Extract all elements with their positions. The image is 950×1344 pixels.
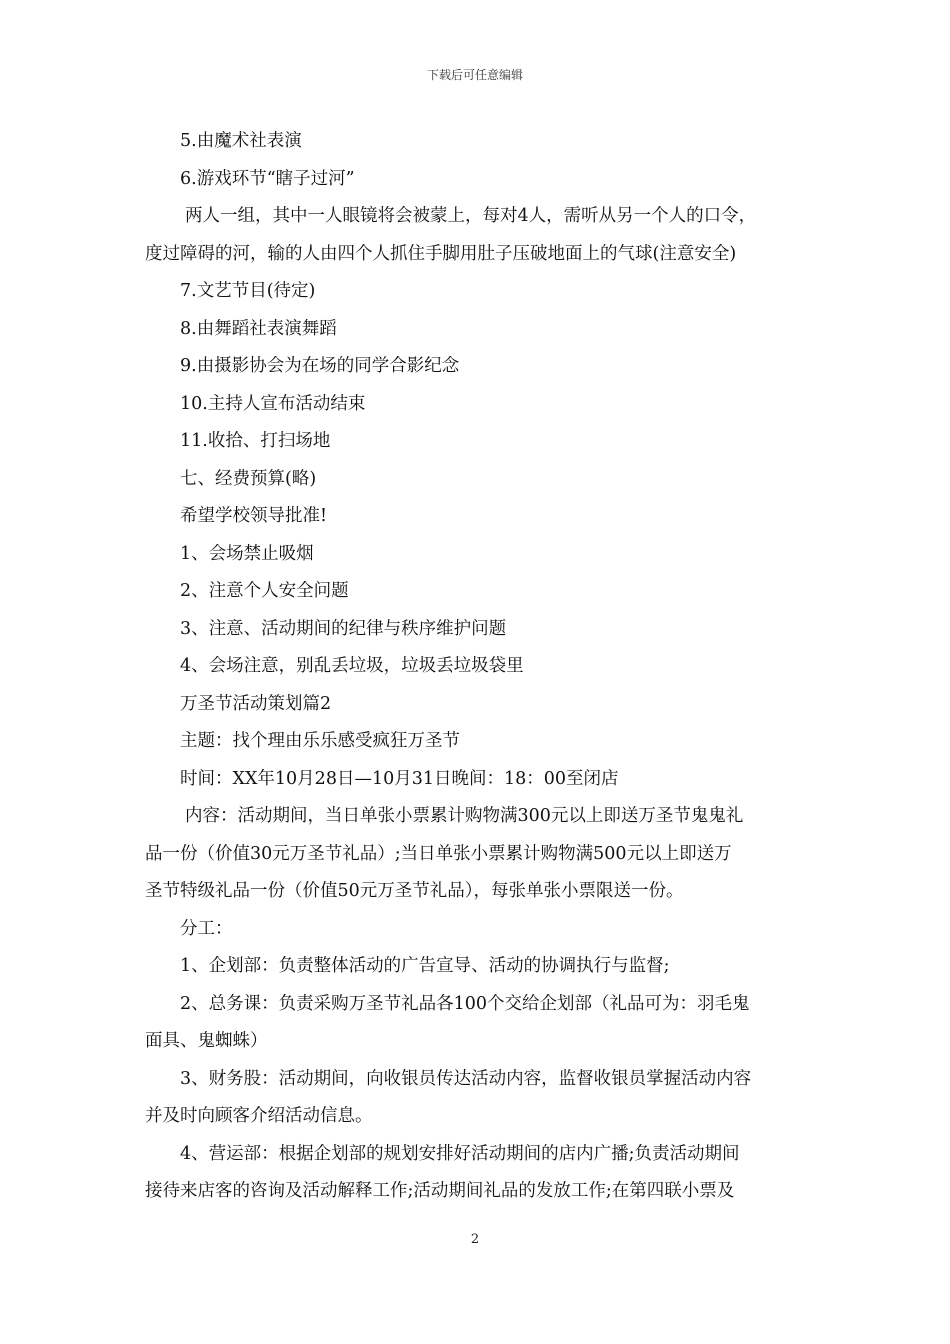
text-line: 度过障碍的河，输的人由四个人抓住手脚用肚子压破地面上的气球(注意安全)	[145, 243, 737, 264]
text-line: 4、会场注意，别乱丢垃圾，垃圾丢垃圾袋里	[180, 656, 524, 676]
text-line: 8.由舞蹈社表演舞蹈	[180, 318, 337, 339]
text-line: 时间：XX年10月28日—10月31日晚间：18：00至闭店	[180, 768, 619, 789]
text-line: 面具、鬼蜘蛛）	[145, 1031, 268, 1051]
text-line: 分工：	[180, 918, 233, 939]
text-line: 3、注意、活动期间的纪律与秩序维护问题	[180, 618, 507, 639]
text-line: 10.主持人宣布活动结束	[180, 393, 366, 414]
text-line: 3、财务股：活动期间，向收银员传达活动内容，监督收银员掌握活动内容	[180, 1068, 752, 1089]
text-line: 11.收拾、打扫场地	[180, 431, 331, 451]
text-line: 两人一组，其中一人眼镜将会被蒙上，每对4人，需听从另一个人的口令，	[185, 206, 757, 226]
text-line: 主题：找个理由乐乐感受疯狂万圣节	[180, 731, 460, 751]
document-body	[145, 123, 810, 1211]
text-line: 2、注意个人安全问题	[180, 581, 349, 601]
page-number: 2	[470, 1232, 480, 1247]
text-line: 4、营运部：根据企划部的规划安排好活动期间的店内广播;负责活动期间	[180, 1143, 740, 1164]
text-line: 接待来店客的咨询及活动解释工作;活动期间礼品的发放工作;在第四联小票及	[145, 1181, 735, 1201]
text-line: 并及时向顾客介绍活动信息。	[145, 1106, 373, 1126]
text-line: 9.由摄影协会为在场的同学合影纪念	[180, 356, 460, 376]
text-line: 七、经费预算(略)	[180, 468, 317, 489]
text-line: 5.由魔术社表演	[180, 131, 302, 151]
text-line: 圣节特级礼品一份（价值50元万圣节礼品），每张单张小票限送一份。	[145, 881, 684, 901]
text-line: 万圣节活动策划篇2	[180, 693, 332, 714]
text-line: 1、会场禁止吸烟	[180, 543, 314, 564]
text-line: 1、企划部：负责整体活动的广告宣导、活动的协调执行与监督;	[180, 956, 670, 976]
text-line: 7.文艺节目(待定)	[180, 281, 316, 301]
page-header-note: 下载后可任意编辑	[426, 68, 523, 82]
text-line: 内容：活动期间，当日单张小票累计购物满300元以上即送万圣节鬼鬼礼	[185, 806, 744, 826]
text-line: 希望学校领导批准!	[180, 506, 328, 526]
text-line: 品一份（价值30元万圣节礼品）;当日单张小票累计购物满500元以上即送万	[145, 843, 732, 864]
text-line: 2、总务课：负责采购万圣节礼品各100个交给企划部（礼品可为：羽毛鬼	[180, 993, 750, 1014]
text-line: 6.游戏环节“瞎子过河”	[180, 168, 355, 189]
